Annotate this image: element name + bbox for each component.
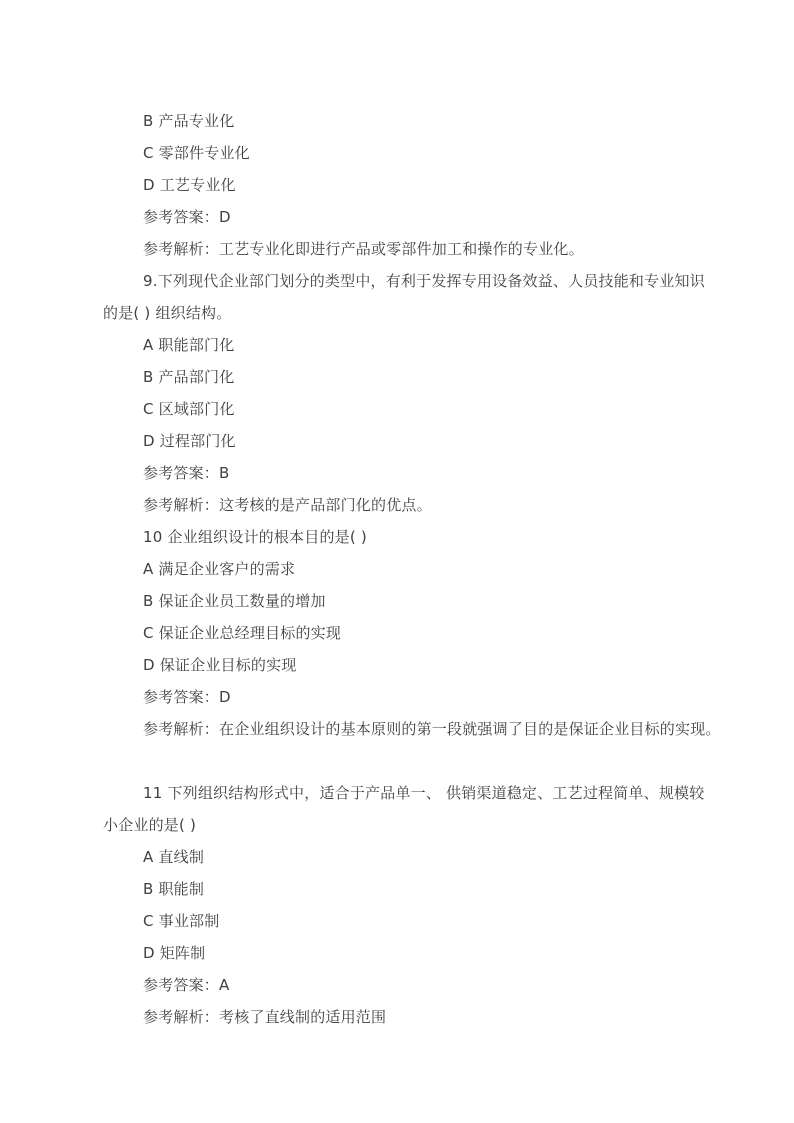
analysis-line: 参考解析：工艺专业化即进行产品或零部件加工和操作的专业化。 xyxy=(143,240,584,258)
option-line-c: C 区域部门化 xyxy=(143,400,235,418)
question-8-block xyxy=(103,105,723,265)
question-11-block xyxy=(103,777,723,1033)
answer-line: 参考答案：D xyxy=(143,208,231,226)
option-line-b: B 产品专业化 xyxy=(143,112,235,130)
option-line-d: D 过程部门化 xyxy=(143,432,236,450)
option-line-d: D 保证企业目标的实现 xyxy=(143,656,297,674)
option-line-c: C 事业部制 xyxy=(143,912,220,930)
question-9-block xyxy=(103,265,723,521)
blank-line xyxy=(103,745,723,777)
option-line-b: B 职能制 xyxy=(143,880,205,898)
option-line-a: A 满足企业客户的需求 xyxy=(143,560,296,578)
question-10-block xyxy=(103,521,723,745)
option-line-d: D 工艺专业化 xyxy=(143,176,236,194)
analysis-line: 参考解析：在企业组织设计的基本原则的第一段就强调了目的是保证企业目标的实现。 xyxy=(143,720,721,738)
option-line-b: B 保证企业员工数量的增加 xyxy=(143,592,326,610)
answer-line: 参考答案：D xyxy=(143,688,231,706)
analysis-line: 参考解析：这考核的是产品部门化的优点。 xyxy=(143,496,432,514)
answer-line: 参考答案：B xyxy=(143,464,230,482)
question-stem-line-2: 的是( ) 组织结构。 xyxy=(103,304,232,322)
question-stem-line-2: 小企业的是( ) xyxy=(103,816,197,834)
document-content xyxy=(103,105,723,1033)
option-line-a: A 直线制 xyxy=(143,848,205,866)
option-line-a: A 职能部门化 xyxy=(143,336,235,354)
question-stem-line: 10 企业组织设计的根本目的是( ) xyxy=(143,528,367,546)
option-line-c: C 保证企业总经理目标的实现 xyxy=(143,624,342,642)
question-stem-line-1: 9.下列现代企业部门划分的类型中，有利于发挥专用设备效益、人员技能和专业知识 xyxy=(143,272,705,290)
analysis-line: 参考解析：考核了直线制的适用范围 xyxy=(143,1008,387,1026)
option-line-c: C 零部件专业化 xyxy=(143,144,250,162)
option-line-b: B 产品部门化 xyxy=(143,368,235,386)
answer-line: 参考答案：A xyxy=(143,976,230,994)
question-stem-line-1: 11 下列组织结构形式中，适合于产品单一、 供销渠道稳定、工艺过程简单、规模较 xyxy=(143,784,705,802)
option-line-d: D 矩阵制 xyxy=(143,944,206,962)
